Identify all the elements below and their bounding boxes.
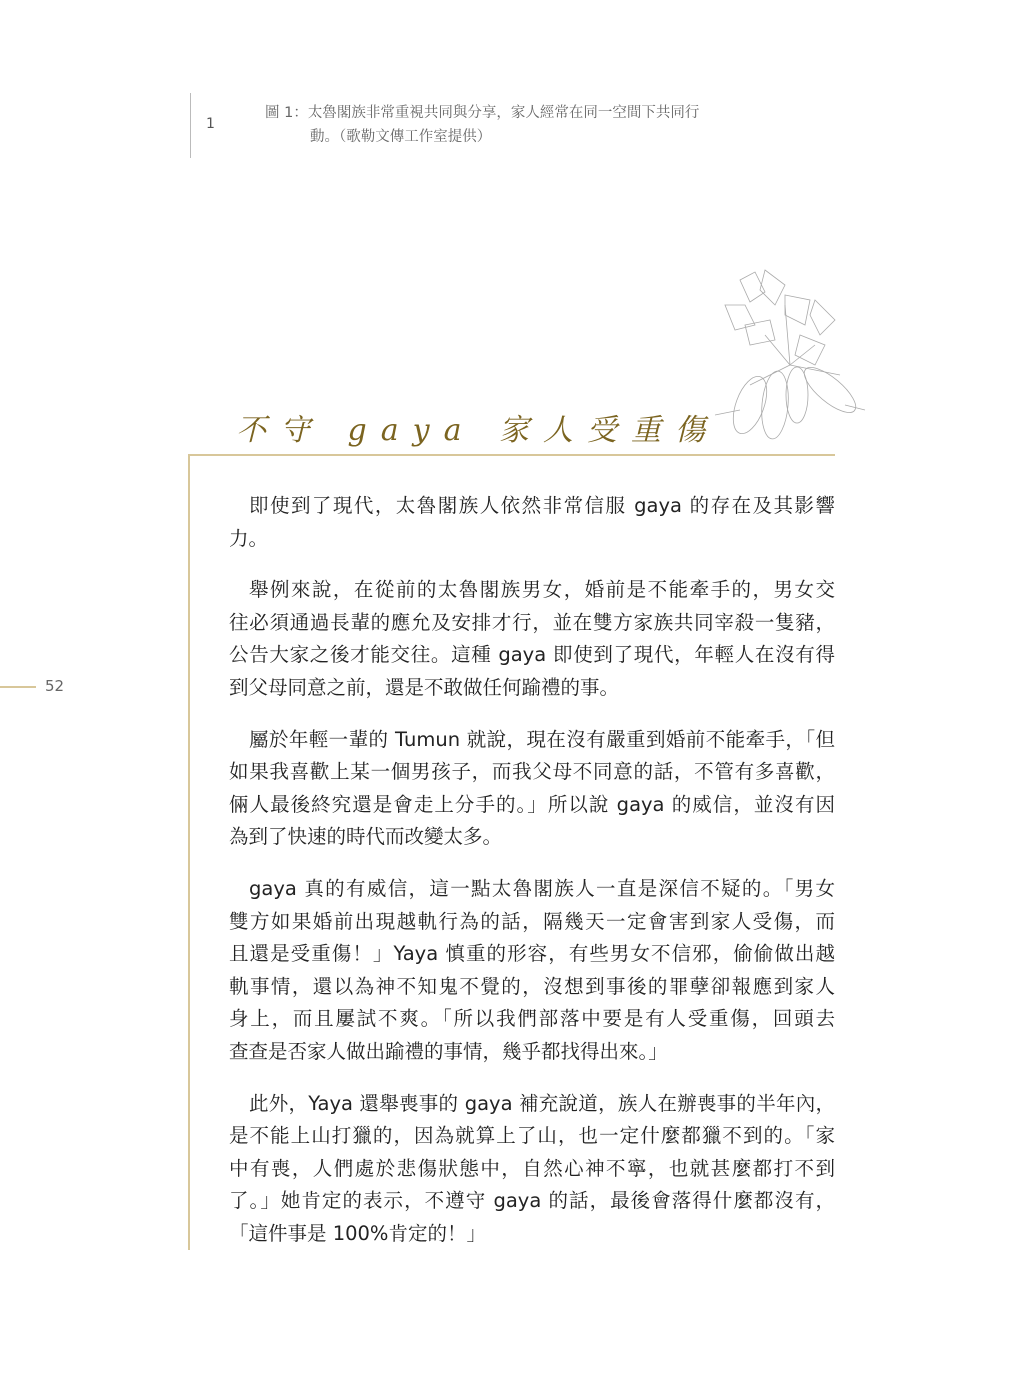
caption-number: 1 (206, 116, 215, 132)
paragraph (229, 724, 835, 854)
paragraph-line: 倆人最後終究還是會走上分手的。」所以說 gaya 的威信，並沒有因 (229, 792, 835, 816)
paragraph-line: 且還是受重傷！」Yaya 慎重的形容，有些男女不信邪，偷偷做出越 (229, 942, 835, 966)
paragraph-line: 身上，而且屢試不爽。「所以我們部落中要是有人受重傷，回頭去 (229, 1007, 835, 1031)
paragraph (229, 1088, 835, 1251)
section-title: 不守 gaya 家人受重傷 (236, 413, 719, 448)
paragraph-line: 雙方如果婚前出現越軌行為的話，隔幾天一定會害到家人受傷，而 (229, 909, 835, 933)
figure-caption (265, 101, 699, 149)
paragraph-line: 到父母同意之前，還是不敢做任何踰禮的事。 (229, 675, 620, 699)
paragraph-line: 「這件事是 100%肯定的！」 (229, 1221, 486, 1245)
paragraph-line: 軌事情，還以為神不知鬼不覺的，沒想到事後的罪孽卻報應到家人 (229, 974, 835, 998)
title-underline (189, 454, 835, 456)
sweet-potato-illustration (705, 265, 870, 445)
paragraph-line: 查查是否家人做出踰禮的事情，幾乎都找得出來。」 (229, 1039, 668, 1063)
caption-line: 動。（歌勒文傳工作室提供） (310, 129, 492, 145)
paragraph-line: 力。 (229, 526, 269, 550)
paragraph-line: 如果我喜歡上某一個男孩子，而我父母不同意的話，不管有多喜歡， (229, 760, 835, 784)
article-body (229, 490, 835, 1269)
text-column-rule (188, 454, 190, 1250)
paragraph-line: 公告大家之後才能交往。這種 gaya 即使到了現代，年輕人在沒有得 (229, 643, 835, 667)
page-number-rule (0, 686, 36, 688)
paragraph (229, 873, 835, 1069)
page-number: 52 (45, 677, 65, 695)
paragraph-line: 即使到了現代，太魯閣族人依然非常信服 gaya 的存在及其影響 (249, 494, 835, 517)
paragraph-line: 是不能上山打獵的，因為就算上了山，也一定什麼都獵不到的。「家 (229, 1124, 835, 1148)
paragraph-line: 為到了快速的時代而改變太多。 (229, 825, 503, 849)
paragraph-line: 此外，Yaya 還舉喪事的 gaya 補充說道，族人在辦喪事的半年內， (249, 1091, 835, 1115)
paragraph-line: 屬於年輕一輩的 Tumun 就說，現在沒有嚴重到婚前不能牽手，「但 (249, 727, 835, 751)
paragraph-line: gaya 真的有威信，這一點太魯閣族人一直是深信不疑的。「男女 (249, 876, 835, 900)
caption-divider (190, 93, 191, 158)
paragraph-line: 往必須通過長輩的應允及安排才行，並在雙方家族共同宰殺一隻豬， (229, 610, 835, 634)
paragraph (229, 574, 835, 704)
paragraph-line: 了。」她肯定的表示，不遵守 gaya 的話，最後會落得什麼都沒有， (229, 1189, 835, 1213)
paragraph-line: 中有喪，人們處於悲傷狀態中，自然心神不寧，也就甚麼都打不到 (229, 1156, 835, 1180)
paragraph (229, 490, 835, 555)
caption-line: 圖 1：太魯閣族非常重視共同與分享，家人經常在同一空間下共同行 (265, 105, 700, 121)
paragraph-line: 舉例來說，在從前的太魯閣族男女，婚前是不能牽手的，男女交 (249, 578, 835, 602)
